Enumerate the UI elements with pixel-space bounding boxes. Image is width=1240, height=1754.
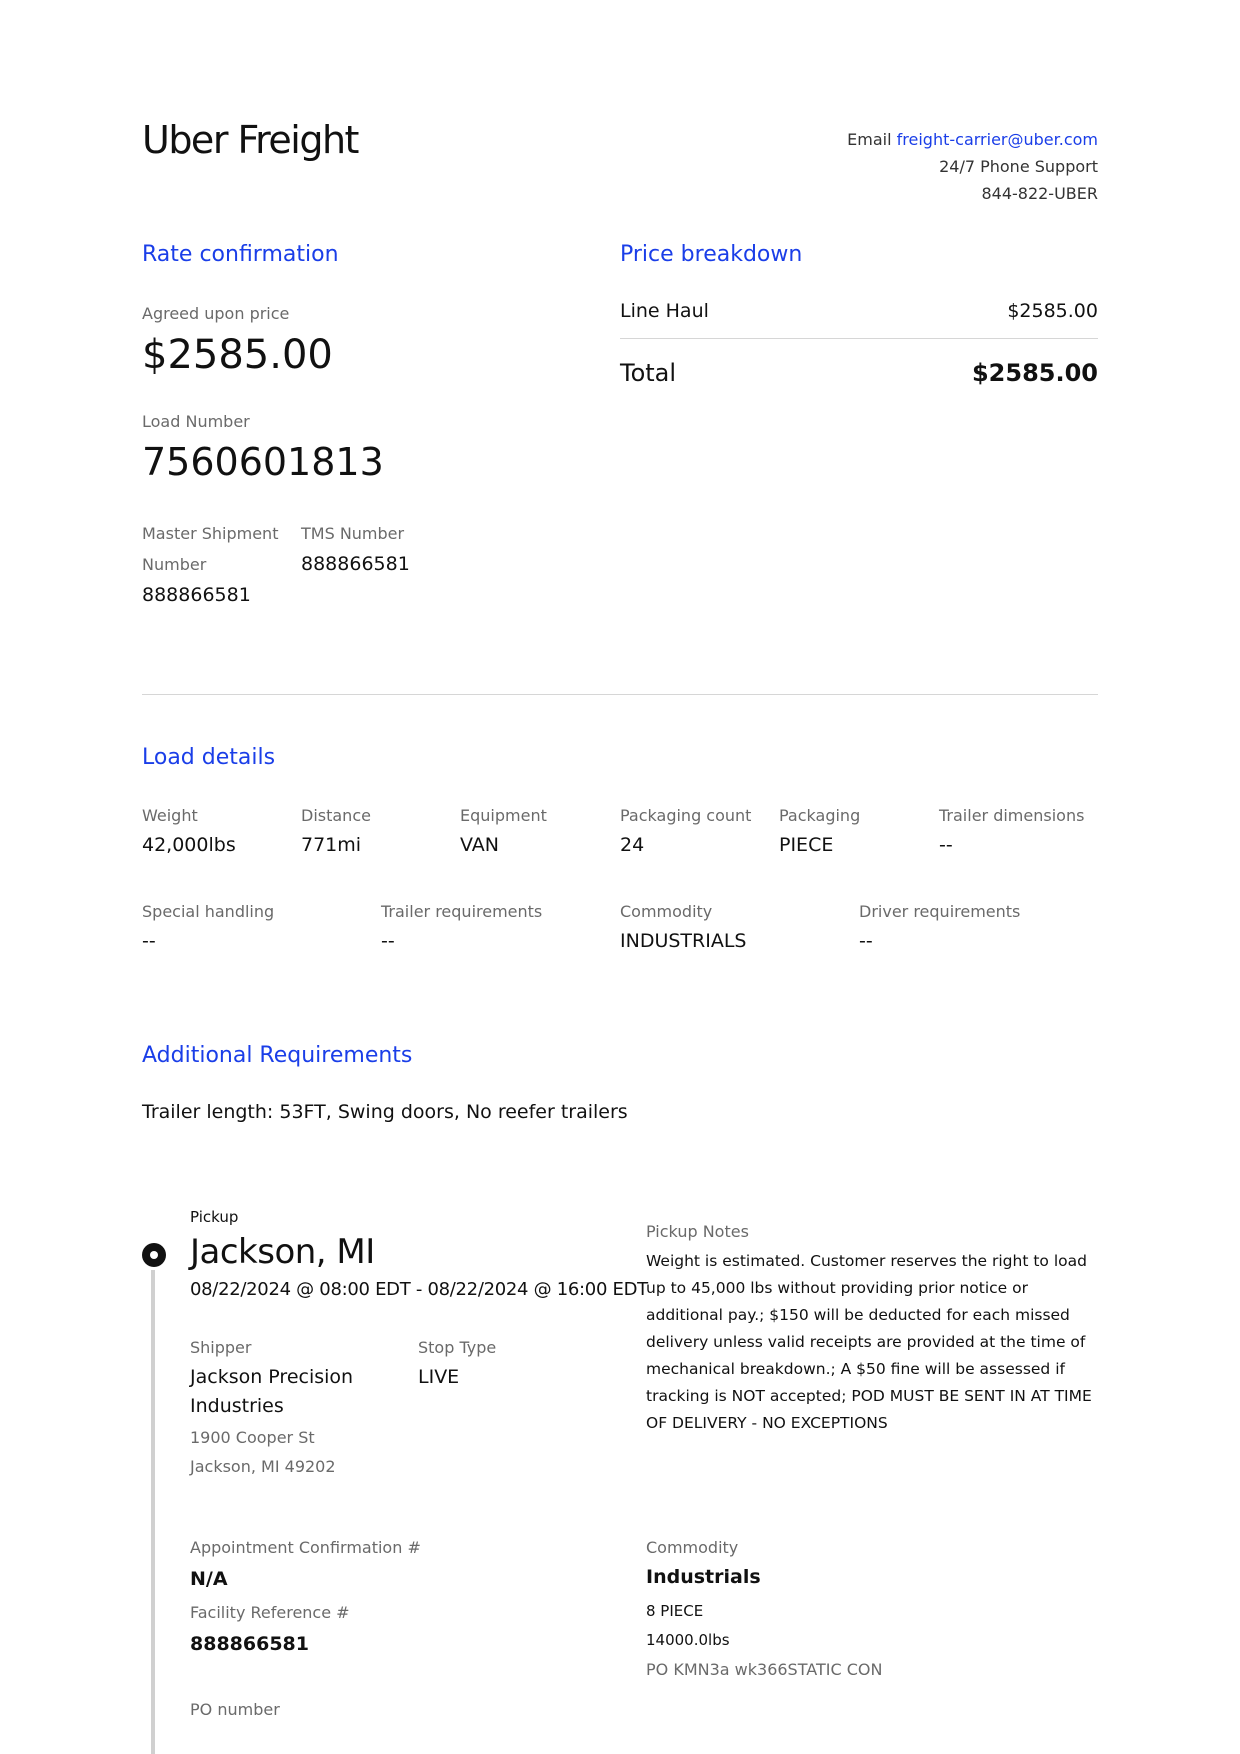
trailer-dimensions-value: -- (939, 834, 953, 856)
shipper-name-line2: Industries (190, 1395, 284, 1417)
weight-value: 42,000lbs (142, 834, 236, 856)
stop-commodity-label: Commodity (646, 1538, 739, 1557)
master-shipment-value: 888866581 (142, 584, 251, 606)
stop-commodity-count: 8 PIECE (646, 1602, 704, 1620)
special-handling-label: Special handling (142, 902, 275, 921)
load-details-title: Load details (142, 745, 276, 770)
driver-requirements-value: -- (859, 930, 873, 952)
distance-label: Distance (301, 806, 371, 825)
price-breakdown-title: Price breakdown (620, 242, 803, 267)
load-number-value: 7560601813 (142, 440, 384, 484)
shipper-address-line2: Jackson, MI 49202 (190, 1457, 336, 1476)
shipper-address-line1: 1900 Cooper St (190, 1428, 315, 1447)
stop-commodity-name: Industrials (646, 1566, 761, 1588)
stop-kind-label: Pickup (190, 1208, 239, 1226)
commodity-label: Commodity (620, 902, 713, 921)
stop-type-value: LIVE (418, 1366, 460, 1388)
stop-time-window: 08/22/2024 @ 08:00 EDT - 08/22/2024 @ 16:00 EDT (190, 1279, 648, 1300)
commodity-value: INDUSTRIALS (620, 930, 747, 952)
pickup-notes-text: Weight is estimated. Customer reserves the right to load up to 45,000 lbs without providing prior notice or additional pay.; $150 will be deducted for each missed delivery unless valid receipts are provided at the time of mechanical breakdown.; A $50 fine will be assessed if tracking is NOT accepted; POD MUST BE SENT IN AT TIME OF DELIVERY - NO EXCEPTIONS (646, 1252, 1092, 1432)
master-shipment-label-line2: Number (142, 555, 207, 574)
stop-type-label: Stop Type (418, 1338, 497, 1357)
phone-number: 844-822-UBER (981, 184, 1098, 203)
packaging-count-label: Packaging count (620, 806, 752, 825)
additional-requirements-title: Additional Requirements (142, 1043, 413, 1068)
tms-number-label: TMS Number (301, 524, 405, 543)
stop-commodity-po: PO KMN3a wk366STATIC CON (646, 1660, 883, 1679)
line-haul-value: $2585.00 (1007, 300, 1098, 322)
agreed-price-value: $2585.00 (142, 332, 333, 378)
equipment-label: Equipment (460, 806, 547, 825)
total-value: $2585.00 (971, 359, 1098, 387)
line-haul-label: Line Haul (620, 300, 709, 322)
trailer-dimensions-label: Trailer dimensions (939, 806, 1085, 825)
packaging-count-value: 24 (620, 834, 645, 856)
master-shipment-label-line1: Master Shipment (142, 524, 279, 543)
appointment-confirmation-value: N/A (190, 1568, 228, 1590)
stop-city: Jackson, MI (190, 1232, 375, 1272)
stop-timeline-line (151, 1270, 155, 1754)
contact-email-line (847, 130, 1098, 149)
uber-freight-logo: Uber Freight (142, 118, 358, 162)
shipper-name-line1: Jackson Precision (190, 1366, 354, 1388)
pickup-notes-label: Pickup Notes (646, 1222, 749, 1241)
packaging-label: Packaging (779, 806, 861, 825)
email-label: Email (847, 130, 892, 149)
special-handling-value: -- (142, 930, 156, 952)
price-divider (620, 338, 1098, 339)
facility-reference-value: 888866581 (190, 1633, 309, 1655)
shipper-label: Shipper (190, 1338, 252, 1357)
agreed-price-label: Agreed upon price (142, 304, 290, 323)
trailer-requirements-value: -- (381, 930, 395, 952)
stop-marker-icon (142, 1243, 166, 1267)
total-label: Total (620, 359, 677, 387)
additional-requirements-text: Trailer length: 53FT, Swing doors, No reefer trailers (142, 1101, 628, 1123)
email-link[interactable]: freight-carrier@uber.com (896, 130, 1098, 149)
tms-number-value: 888866581 (301, 553, 410, 575)
trailer-requirements-label: Trailer requirements (381, 902, 543, 921)
phone-support-label: 24/7 Phone Support (939, 157, 1098, 176)
load-number-label: Load Number (142, 412, 250, 431)
distance-value: 771mi (301, 834, 362, 856)
equipment-value: VAN (460, 834, 499, 856)
stop-commodity-weight: 14000.0lbs (646, 1631, 730, 1649)
rate-confirmation-title: Rate confirmation (142, 242, 339, 267)
section-divider (142, 694, 1098, 695)
appointment-confirmation-label: Appointment Confirmation # (190, 1538, 421, 1557)
po-number-label: PO number (190, 1700, 280, 1719)
weight-label: Weight (142, 806, 198, 825)
packaging-value: PIECE (779, 834, 834, 856)
facility-reference-label: Facility Reference # (190, 1603, 350, 1622)
driver-requirements-label: Driver requirements (859, 902, 1021, 921)
